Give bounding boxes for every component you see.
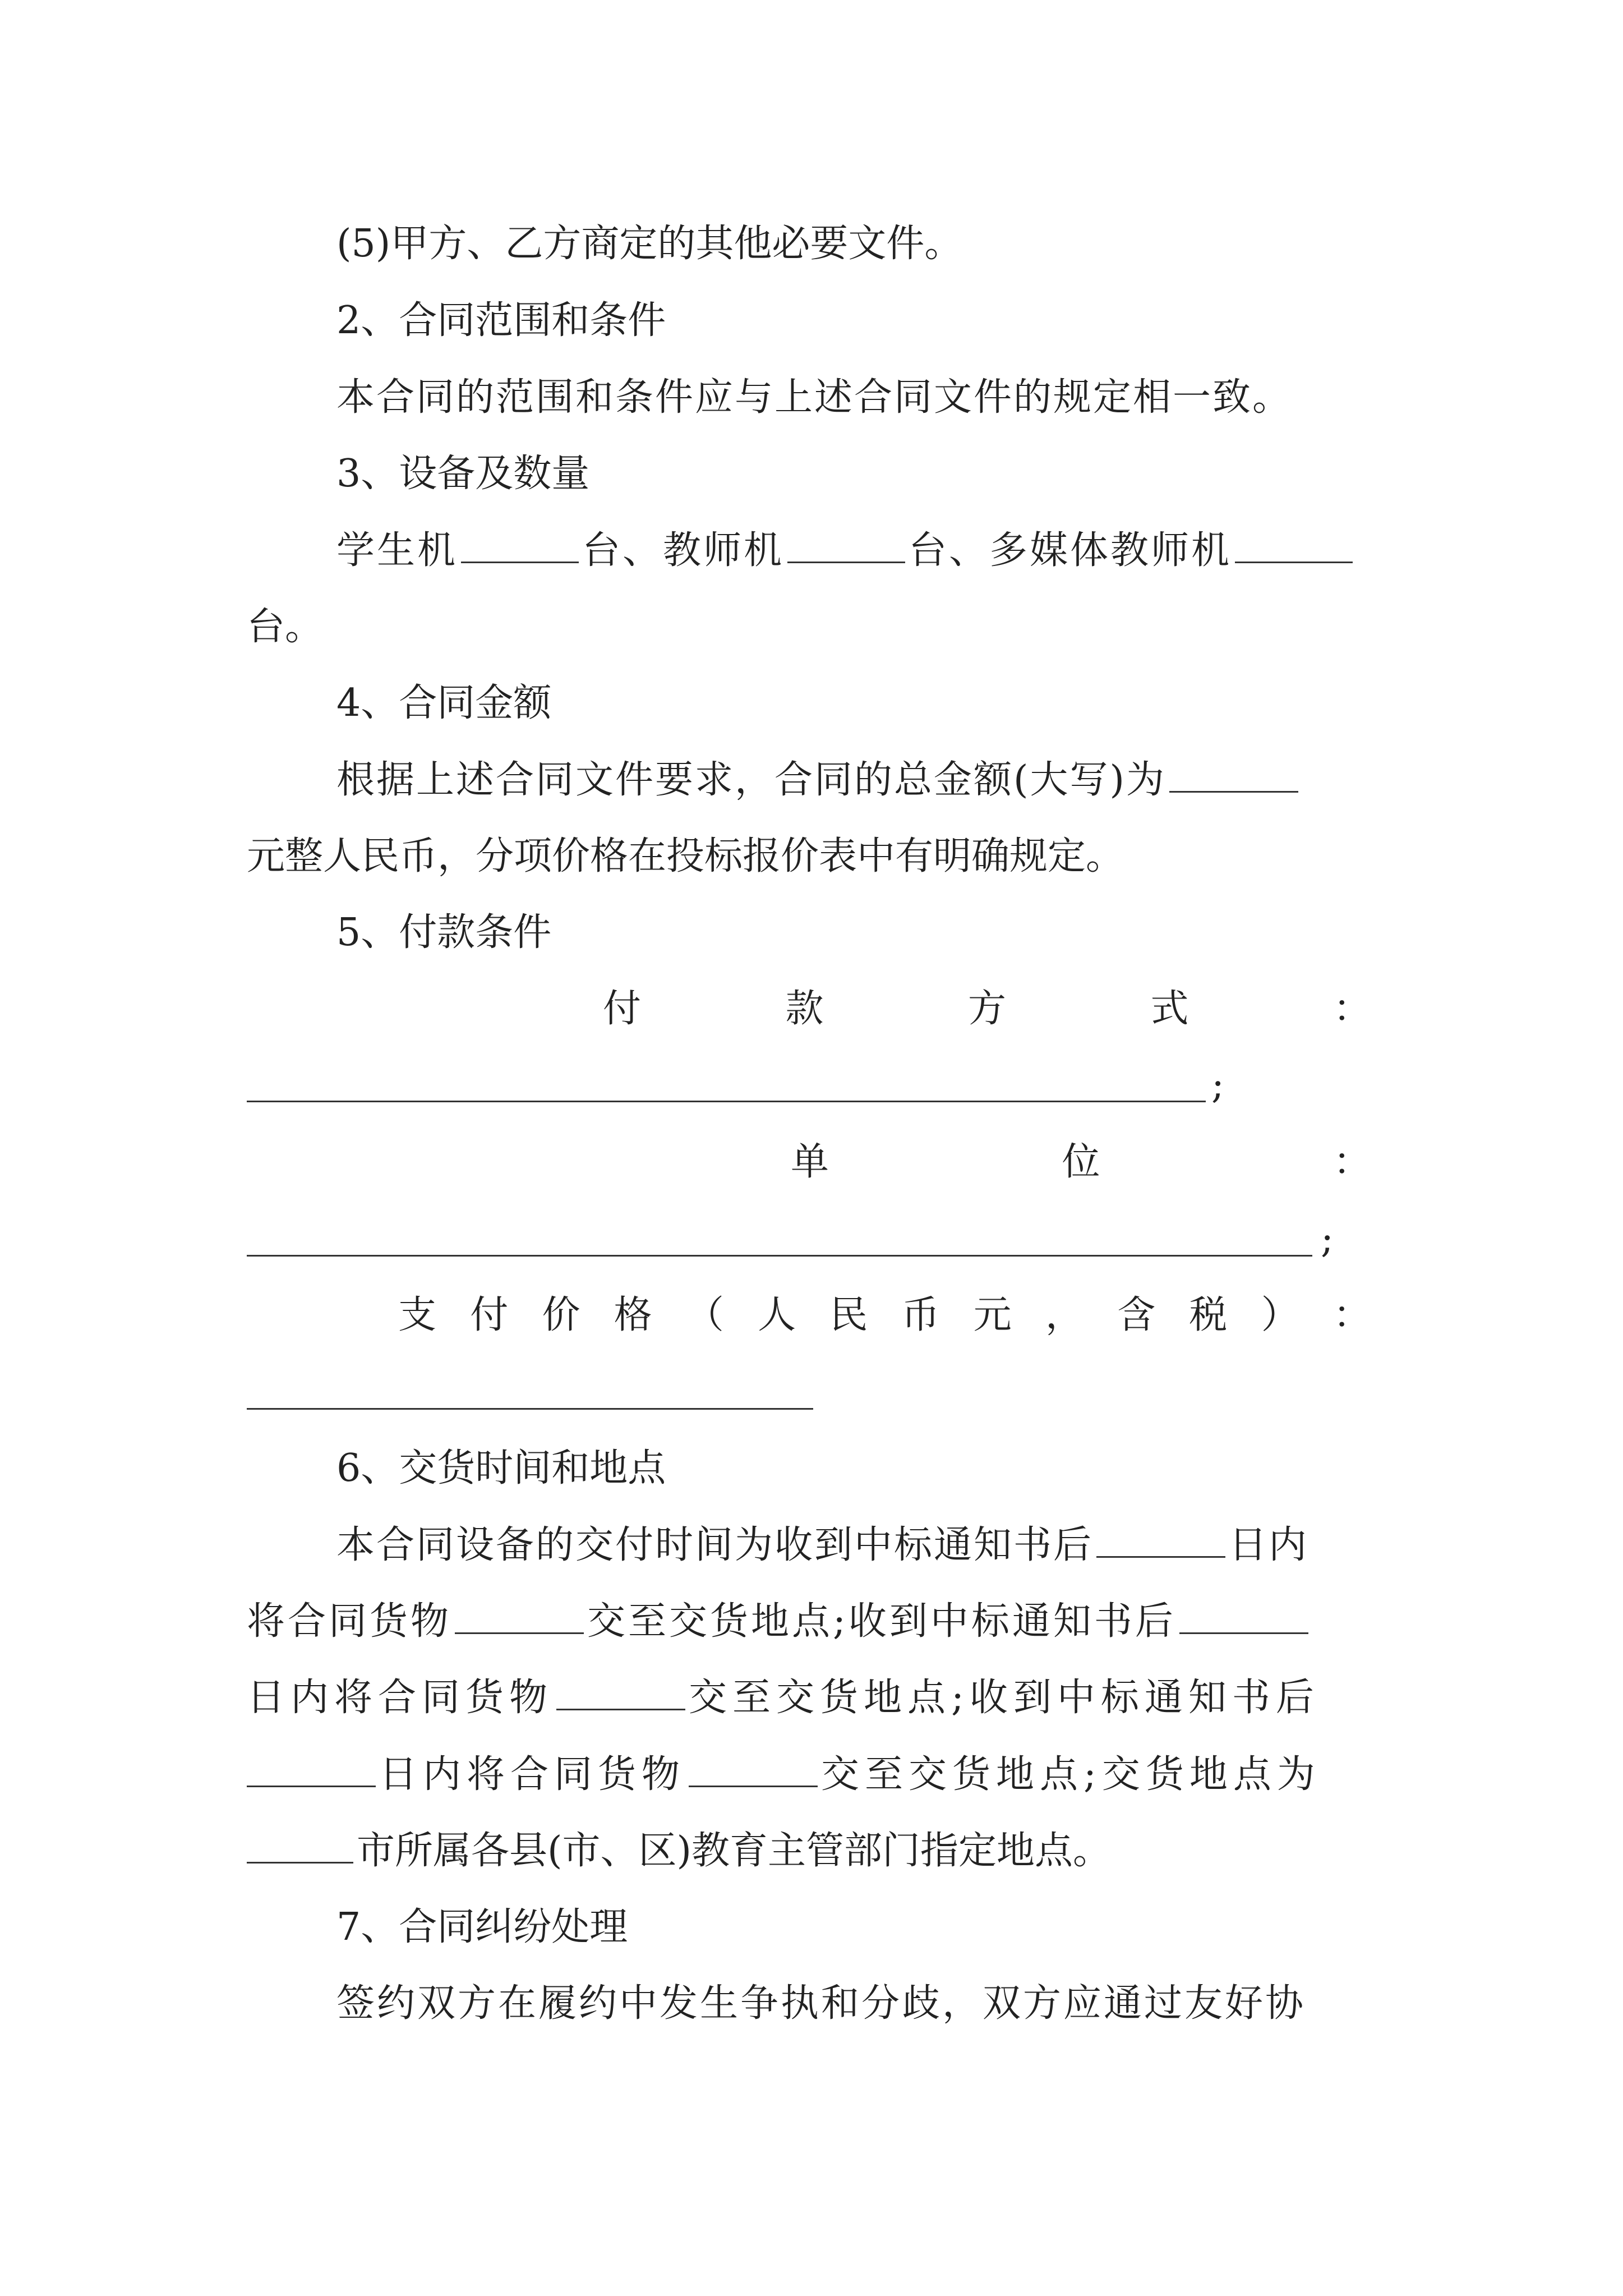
section-5-heading: 5、付款条件 [336, 910, 552, 955]
section-3-heading: 3、设备及数量 [336, 452, 590, 496]
student-machine-blank [461, 528, 579, 563]
equipment-unit-line: 台。 [247, 605, 324, 649]
dispute-body-line: 签约双方在履约中发生争执和分歧，双方应通过友好协 [336, 1981, 1306, 2026]
delivery-line-5: 市所属各县(市、区)教育主管部门指定地点。 [247, 1823, 1368, 1879]
contract-amount-text: 根据上述合同文件要求，合同的总金额(大写)为 [336, 758, 1166, 802]
contract-amount-line [336, 752, 1368, 808]
delivery-days-blank [1179, 1599, 1308, 1634]
delivery-goods-blank [556, 1675, 685, 1710]
payment-price-blank [247, 1408, 813, 1410]
delivery-goods-blank [689, 1752, 818, 1787]
delivery-city-blank [247, 1828, 353, 1864]
section-2-body: 本合同的范围和条件应与上述合同文件的规定相一致。 [336, 375, 1293, 420]
item-5-line: (5)甲方、乙方商定的其他必要文件。 [336, 222, 963, 266]
payment-method-semicolon: ; [1211, 1063, 1224, 1107]
payment-method-blank [247, 1101, 1206, 1102]
contract-amount-continuation: 元整人民币，分项价格在投标报价表中有明确规定。 [247, 834, 1124, 878]
section-6-heading: 6、交货时间和地点 [336, 1446, 666, 1490]
equipment-quantity-line [336, 523, 1368, 579]
unit-blank [247, 1255, 1312, 1257]
contract-amount-blank [1169, 757, 1298, 793]
payment-method-label: 付 款 方 式 ： [603, 987, 1371, 1031]
payment-price-label: 支 付 价 格 （ 人 民 币 元 ， 含 税 ） ： [398, 1293, 1371, 1337]
delivery-line-1: 本合同设备的交付时间为收到中标通知书后 日内 [336, 1523, 1309, 1567]
student-machine-label: 学生机 [336, 528, 458, 573]
delivery-days-blank [247, 1752, 376, 1787]
delivery-line-4: 日内将合同货物 交至交货地点;交货地点为 [247, 1747, 1368, 1803]
section-7-heading: 7、合同纠纷处理 [336, 1905, 628, 1949]
unit-semicolon: ; [1321, 1217, 1334, 1262]
delivery-line-3: 日内将合同货物 交至交货地点;收到中标通知书后 [247, 1676, 1320, 1720]
delivery-goods-blank [455, 1599, 584, 1634]
section-4-heading: 4、合同金额 [336, 681, 552, 725]
multimedia-machine-blank [1235, 528, 1353, 563]
teacher-machine-blank [787, 528, 905, 563]
multimedia-machine-label: 台、多媒体教师机 [909, 528, 1232, 573]
section-2-heading: 2、合同范围和条件 [336, 298, 666, 343]
teacher-machine-label: 台、教师机 [582, 528, 785, 573]
delivery-days-blank [1096, 1522, 1225, 1558]
unit-label: 单 位 ： [791, 1140, 1371, 1184]
delivery-line-2: 将合同货物 交至交货地点;收到中标通知书后 [247, 1594, 1368, 1650]
